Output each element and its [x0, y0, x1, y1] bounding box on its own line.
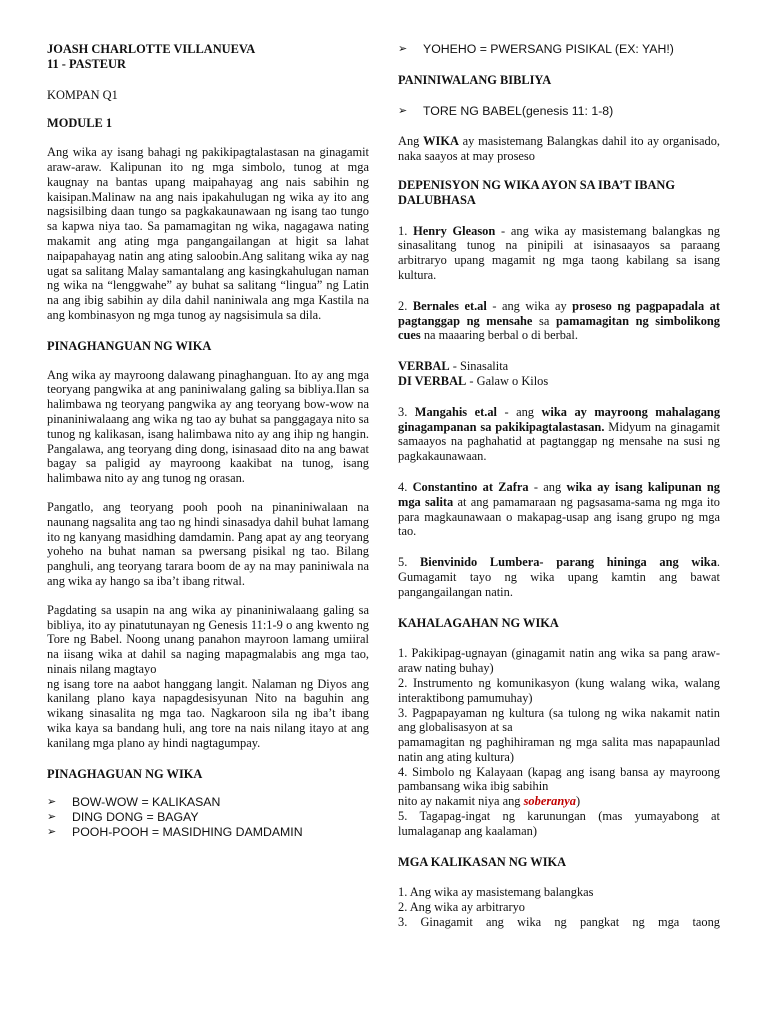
list-item: 5. Tagapag-ingat ng karunungan (mas yumayabong at lumalaganap ang kaalaman): [398, 809, 720, 838]
list-item: 1. Pakikipag-ugnayan (ginagamit natin ang wika sa pang araw-araw nating buhay): [398, 646, 720, 676]
arrow-bullet-icon: ➢: [398, 104, 408, 117]
wika-definition: Ang WIKA ay masistemang Balangkas dahil ito ay organisado, naka saayos at may proseso: [398, 134, 721, 164]
kalikasan-list: [398, 885, 720, 929]
depinisyon-heading: DEPENISYON NG WIKA AYON SA IBA’T IBANG DALUBHASA: [398, 177, 676, 207]
kahalagahan-heading: KAHALAGAHAN NG WIKA: [398, 615, 559, 630]
pinaghanguan-heading: PINAGHANGUAN NG WIKA: [47, 338, 212, 353]
list-item: ➢ DING DONG = BAGAY: [47, 810, 199, 825]
author-name: JOASH CHARLOTTE VILLANUEVA: [47, 42, 256, 56]
kalikasan-heading: MGA KALIKASAN NG WIKA: [398, 854, 567, 869]
definition-bernales: 2. Bernales et.al - ang wika ay proseso ng pagpapadala at pagtanggap ng mensahe sa pamamagitan ng simbolikong cues na maaaring berbal o di berbal.: [398, 298, 721, 343]
pinaghaguan-heading: PINAGHAGUAN NG WIKA: [47, 766, 203, 781]
list-item: 1. Ang wika ay masistemang balangkas: [398, 885, 594, 900]
definition-gleason: 1. Henry Gleason - ang wika ay masistemang balangkas ng sinasalitang tunog na pinipili at isinasaayos sa paraang arbitraryo upang magamit ng mga taong kabilang sa isang kultura.: [398, 223, 720, 282]
kahalagahan-list: [398, 646, 720, 838]
right-column: [398, 42, 720, 930]
subject-label: KOMPAN Q1: [47, 87, 118, 102]
left-column: [47, 42, 369, 840]
section-label: 11 - PASTEUR: [47, 56, 126, 71]
theories-paragraph-2: Pangatlo, ang teoryang pooh pooh na pinaniniwalaan na naunang nagsalita ang tao ng hindi sinasadya dahil buhat lamang ito ng kanyang masidhing damdamin. Pang apat ay ang teoryang yoheho na buhat naman sa pwersang pisikal ng tao. Bilang panghuli, ang teoryang tarara boom de ay na may paniniwala na ang wika ay hango sa iba’t ibang ritwal.: [47, 499, 369, 588]
list-item: 2. Ang wika ay arbitraryo: [398, 900, 525, 915]
list-item: pamamagitan ng paghihiraman ng mga salita mas napapaunlad natin ang ating kultura): [398, 735, 720, 764]
list-item: 2. Instrumento ng komunikasyon (kung walang wika, walang interaktibong pamumuhay): [398, 675, 720, 705]
definition-lumbera: 5. Bienvinido Lumbera- parang hininga ang wika. Gumagamit tayo ng wika upang kamtin ang bawat pangangailangan natin.: [398, 555, 720, 599]
arrow-bullet-icon: ➢: [47, 796, 57, 809]
list-item: 3. Ginagamit ang wika ng pangkat ng mga taong: [398, 915, 720, 930]
bible-paragraph-a: Pagdating sa usapin na ang wika ay pinaniniwalaang galing sa bibliya, ito ay pinatutunayan ng Genesis 11:1-9 o ang kwento ng Tore ng Babel. Noong unang panahon mayroon lamang umiiral na iisang wika at dahil sa naging mapagmalabis ang mga tao, ninais nilang magtayo: [47, 602, 369, 676]
list-item: ➢ POOH-POOH = MASIDHING DAMDAMIN: [47, 825, 303, 840]
list-item: nito ay nakamit niya ang soberanya): [398, 794, 581, 809]
module-heading: MODULE 1: [47, 116, 113, 131]
verbal-line: VERBAL - Sinasalita: [398, 359, 509, 374]
list-item: 3. Pagpapayaman ng kultura (sa tulong ng wika nakamit natin ang globalisasyon at sa: [398, 705, 720, 735]
diverbal-line: DI VERBAL - Galaw o Kilos: [398, 373, 549, 388]
list-item: ➢ TORE NG BABEL(genesis 11: 1-8): [398, 103, 614, 118]
bible-paragraph-b: ng isang tore na aabot hanggang langit. Nalaman ng Diyos ang kanilang plano kaya napagdesisyunan Nito na baguhin ang wikang sinasalita ng mga tao. Nagkaroon sila ng iba’t ibang wika kaya sa bandang huli, ang tore na nais nilang itayo at ang kanilang mga plano ay hindi nagtagumpay.: [47, 676, 369, 750]
list-item: 4. Simbolo ng Kalayaan (kapag ang isang bansa ay mayroong pambansang wika ibig sabihin: [398, 764, 720, 794]
definition-mangahis: 3. Mangahis et.al - ang wika ay mayroong mahalagang ginagampanan sa pakikipagtalastasan. Midyum na ginagamit samaayos na paghahatid at pagtanggap ng mensahe na susi ng pagkakaunawaan.: [398, 404, 721, 464]
theory-bullet-list: [47, 795, 369, 839]
intro-paragraph: Ang wika ay isang bahagi ng pakikipagtalastasan na ginagamit araw-araw. Kalipunan ito ng mga simbolo, tunog at mga kaugnay na bantas upang maipahayag ang nais sabihin ng kaisipan.Malinaw na ang nais ipakahulugan ng wika ay ito ang nagsisilbing daan tungo sa pagkakaunawaan ng isang tao tungo sa kapwa niya tao. Sa pamamagitan ng wika, nagagawa nating makamit ang ating mga pangangailangan at higit sa lahat naipapahayag natin ang ating saloobin.Ang salitang wika ay nag ugat sa salitang Malay samantalang ang kasingkahulugan naman ng wika na “lenggwahe” ay buhat sa salitang “lingua” ng Latin na ang ibig sabihin ay dila dahil naniniwala ang mga Kastila na ang kombinasyon ng mga tunog ay nagsisimula sa dila.: [47, 145, 369, 322]
list-item: ➢ YOHEHO = PWERSANG PISIKAL (EX: YAH!): [398, 42, 674, 56]
list-item: ➢ BOW-WOW = KALIKASAN: [47, 795, 221, 810]
arrow-bullet-icon: ➢: [47, 826, 57, 839]
arrow-bullet-icon: ➢: [398, 43, 408, 55]
definition-constantino: 4. Constantino at Zafra - ang wika ay isang kalipunan ng mga salita at ang pamamaraan ng pagsasama-sama ng mga ito para magkaunawaan o makapag-usap ang isang grupo ng mga tao.: [398, 479, 720, 539]
paniniwala-heading: PANINIWALANG BIBLIYA: [398, 72, 552, 87]
theories-paragraph-1: Ang wika ay mayroong dalawang pinaghanguan. Ito ay ang mga teoryang pangwika at ang paniniwalang galing sa bibliya.Ilan sa halimbawa ng teoryang pangwika ay ang teoryang bow-wow na pinaniniwalaang ang wika ng tao ay buhat sa panggagaya nito sa tunog ng kalikasan, isang halimbawa nito ay ang ihip ng hangin. Pangalawa, ang teoryang ding dong, isinasaad dito na ang bawat bagay sa paligid ay mayroong kaakibat na tunog, isang halimbawa nito ay ang tunog ng orasan.: [47, 367, 369, 486]
arrow-bullet-icon: ➢: [47, 811, 57, 824]
